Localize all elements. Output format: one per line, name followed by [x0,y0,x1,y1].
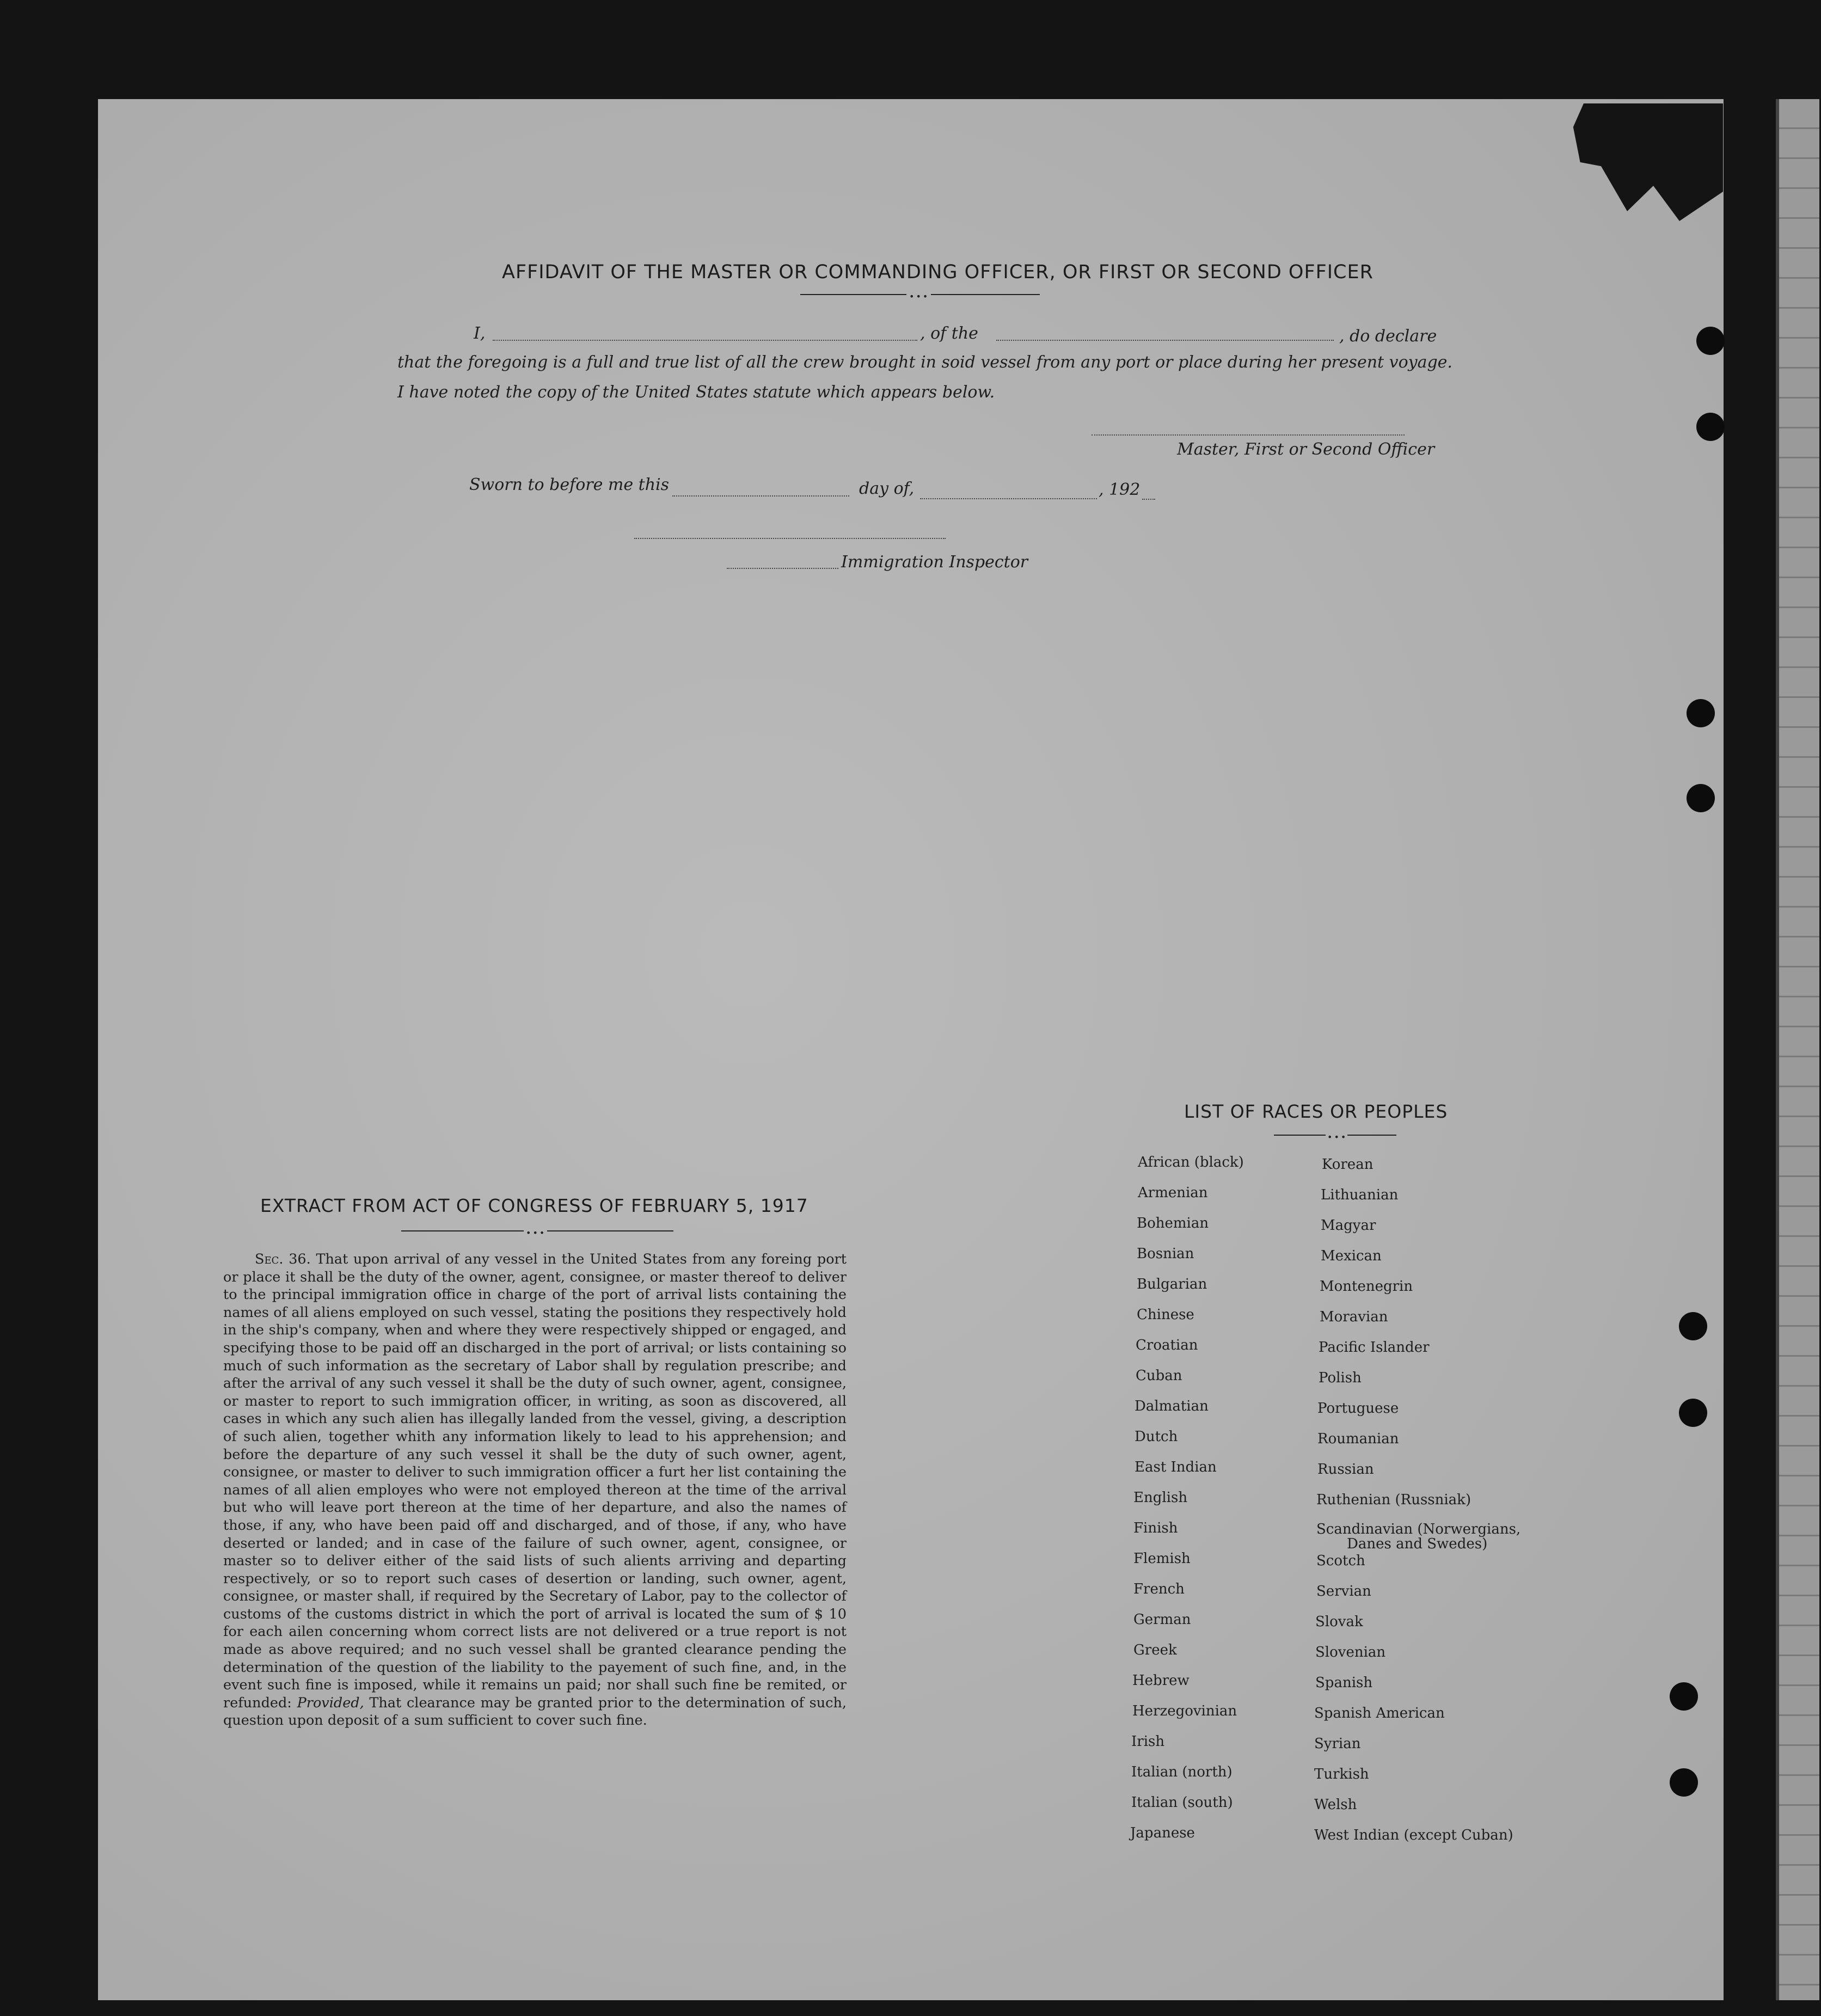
race-item: Scotch [1316,1553,1365,1569]
race-item: Slovak [1315,1614,1363,1630]
section-text: That upon arrival of any vessel in the United States from any foreing port or place it shall be the duty of the owner, agent, consignee, or master thereof to deliver to the principal immigration office in charge of the port of arrival lists containing the names of all aliens employed on such vessel, stating the positions they respectively hold in the ship's company, when and where they were respectively shipped or engaged, and specifying those to be paid off an discharged in the port of arrival; or lists containing so much of such information as the secretary of Labor shall by regulation prescribe; and after the arrival of any such vessel it shall be the duty of such owner, agent, consignee, or master to report to such immigration officer, in writing, as soon as discovered, all cases in which any such alien has illegally landed from the vessel, giving, a description of such alien, together whith any information likely to lead to his apprehension; and before the departure of any such vessel it shall be the duty of such owner, agent, consignee, or master to deliver to such immigration officer a furt her list containing the names of all alien employes who were not employed thereon at the time of the arrival but who will leave port thereon at the time of her departure, and also the names of those, if any, who have been paid off and discharged, and of those, if any, who have deserted or landed; and in case of the failure of such owner, agent, consignee, or master so to deliver either of the said lists of such alients arriving and departing respectively, or so to report such cases of desertion or landing, such owner, agent, consignee, or master shall, if required by the Secretary of Labor, pay to the collector of customs of the customs district in which the port of arrival is located the sum of $ 10 for each ailen concerning whom correct lists are not delivered or a true report is not made as above required; and no such vessel shall be granted clearance pending the determination of the question of the liability to the payement of such fine, and, in the event such fine is imposed, while it remains un paid; nor shall such fine be remited, or refunded: [223,1251,847,1711]
affidavit-title: AFFIDAVIT OF THE MASTER OR COMMANDING OFFICER, OR FIRST OR SECOND OFFICER [502,261,1374,283]
race-item: Servian [1316,1583,1371,1600]
sworn-year-blank[interactable] [1142,499,1155,500]
race-item: Scandinavian (Norwergians, [1316,1521,1521,1537]
race-item: Spanish [1315,1675,1373,1691]
race-item: Danes and Swedes) [1347,1536,1488,1552]
extract-rule: ••• [401,1225,673,1237]
race-item: Mexican [1321,1248,1382,1264]
officer-signature-label: Master, First or Second Officer [1177,440,1435,459]
sworn-day-blank[interactable] [672,495,849,497]
race-item: Lithuanian [1321,1187,1399,1203]
scanner-edge [1776,99,1779,2000]
binder-hole [1670,1682,1698,1711]
binder-hole [1687,784,1715,812]
race-item: Russian [1317,1461,1374,1478]
race-item: English [1133,1490,1188,1506]
race-item: Korean [1322,1156,1374,1173]
inspector-label: Immigration Inspector [841,553,1028,572]
sworn-day-of: day of, [859,479,915,498]
section-label: Sec. 36. [255,1251,311,1267]
race-item: Irish [1131,1733,1165,1750]
declare-line-3: I have noted the copy of the United States statute which appears below. [397,383,995,402]
inspector-signature-lead [727,568,838,569]
races-title: LIST OF RACES OR PEOPLES [1184,1101,1448,1122]
race-item: Moravian [1320,1309,1388,1325]
binder-hole [1687,699,1715,727]
race-item: Bosnian [1137,1246,1194,1262]
sworn-text: Sworn to before me this [469,475,670,494]
race-item: Dalmatian [1135,1398,1209,1414]
declare-i: I, [474,324,486,343]
race-item: Montenegrin [1320,1278,1413,1295]
race-item: Greek [1133,1642,1177,1658]
extract-body [223,1251,847,1730]
binder-hole [1670,1768,1698,1797]
race-item: Syrian [1314,1736,1361,1752]
race-item: Italian (north) [1131,1764,1233,1780]
extract-title: EXTRACT FROM ACT OF CONGRESS OF FEBRUARY 5, 1917 [260,1195,808,1216]
title-rule: ••• [800,289,1040,301]
race-item: Bulgarian [1137,1276,1207,1292]
race-item: Roumanian [1317,1431,1399,1447]
sworn-month-blank[interactable] [920,498,1097,499]
race-item: Magyar [1321,1217,1376,1234]
race-item: Hebrew [1132,1672,1190,1689]
race-item: African (black) [1138,1154,1244,1171]
race-item: Croatian [1136,1337,1198,1353]
declare-end: , do declare [1339,327,1437,346]
race-item: Slovenian [1315,1644,1386,1660]
race-item: Herzegovinian [1132,1703,1237,1719]
officer-signature-line[interactable] [1092,434,1405,436]
race-item: Turkish [1314,1766,1369,1782]
race-item: Portuguese [1317,1400,1399,1417]
binder-hole [1696,327,1725,355]
name-blank[interactable] [493,340,917,341]
race-item: Bohemian [1137,1215,1209,1231]
binder-hole [1696,413,1725,441]
provided-word: Provided, [297,1694,364,1711]
race-item: Flemish [1133,1551,1191,1567]
section-text-tail: That clearance may be granted prior to the determination of such, question upon deposit of a sum sufficient to cover such fine. [223,1694,847,1729]
declare-of-the: , of the [920,324,978,343]
binder-hole [1679,1399,1707,1427]
race-item: Chinese [1137,1307,1194,1323]
sworn-year: , 192 [1099,480,1141,499]
race-item: German [1133,1611,1191,1628]
race-item: Italian (south) [1131,1794,1233,1811]
binder-hole [1679,1312,1707,1340]
race-item: East Indian [1135,1459,1217,1475]
race-item: Pacific Islander [1319,1339,1430,1356]
race-item: Welsh [1314,1797,1357,1813]
declare-line-2: that the foregoing is a full and true list of all the crew brought in soid vessel from any port or place during her present voyage. [397,353,1452,372]
scanner-ruler-strip [1776,99,1819,2000]
race-item: French [1133,1581,1185,1597]
race-item: Polish [1319,1370,1362,1386]
race-item: Spanish American [1314,1705,1445,1721]
race-item: Dutch [1135,1429,1178,1445]
inspector-signature-line[interactable] [634,538,946,539]
race-item: Ruthenian (Russniak) [1316,1492,1471,1508]
vessel-blank[interactable] [996,340,1334,341]
races-rule: ••• [1274,1129,1396,1141]
race-item: West Indian (except Cuban) [1314,1827,1513,1843]
race-item: Cuban [1136,1368,1182,1384]
race-item: Japanese [1130,1825,1195,1841]
race-item: Armenian [1138,1185,1208,1201]
race-item: Finish [1133,1520,1178,1536]
